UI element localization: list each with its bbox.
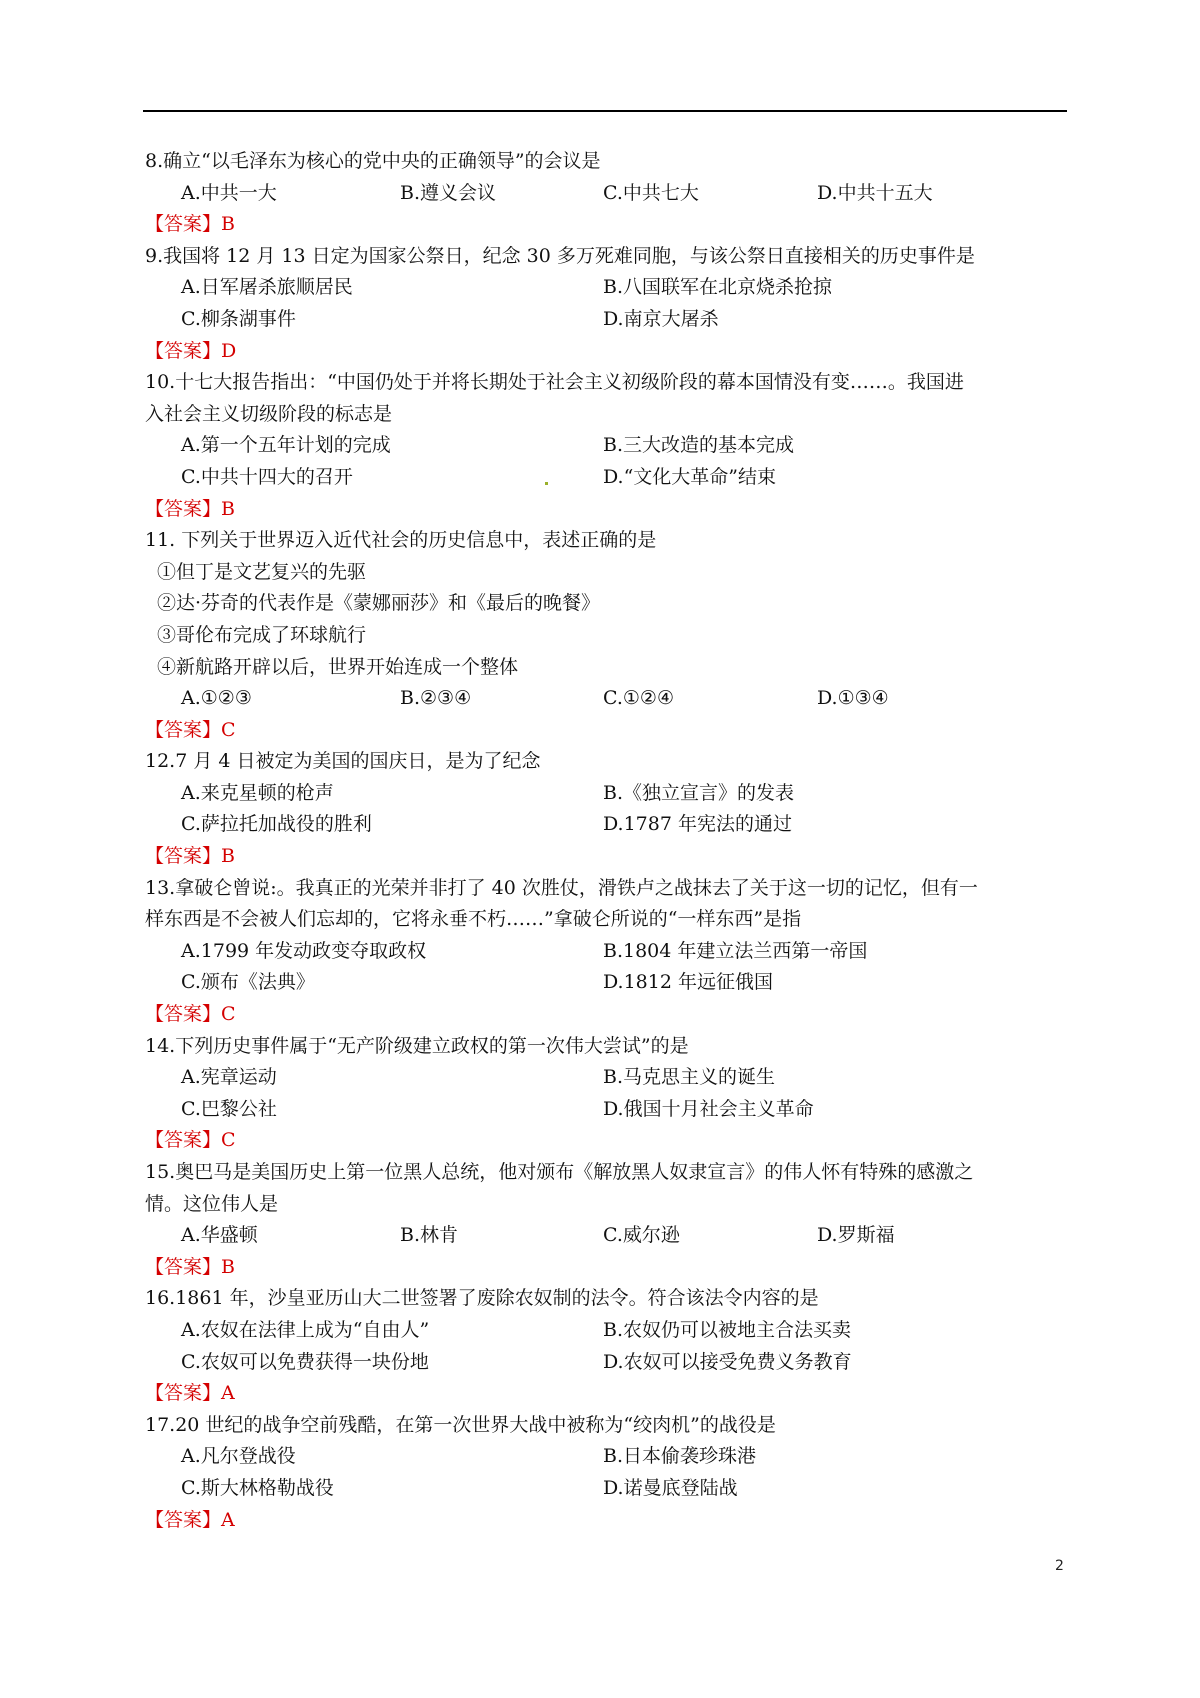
question-block [145,1283,1075,1409]
option-a: A.来克星顿的枪声 [181,781,334,804]
option-d: D.诺曼底登陆战 [603,1476,738,1499]
options-row [145,304,1075,336]
option-d: D.罗斯福 [817,1224,895,1247]
option-d: D.农奴可以接受免费义务教育 [603,1350,852,1373]
options-row [145,936,1075,968]
options-row [145,1094,1075,1126]
option-c: C.①②④ [603,687,674,710]
options-row [145,1220,1075,1252]
answer-line [145,715,1075,747]
answer-line [145,1378,1075,1410]
answer-value: B [221,497,235,520]
answer-label: 【答案】 [145,213,222,236]
option-a: A.①②③ [181,687,252,710]
answer-value: D [221,339,237,362]
answer-value: B [221,845,235,868]
question-stem: 14.下列历史事件属于“无产阶级建立政权的第一次伟大尝试”的是 [145,1034,689,1057]
page-number: 2 [1055,1558,1064,1574]
option-a: A.第一个五年计划的完成 [181,434,391,457]
answer-line [145,1505,1075,1537]
option-a: A.中共一大 [181,181,277,204]
answer-value: C [221,718,236,741]
question-stem: 10.十七大报告指出：“中国仍处于并将长期处于社会主义初级阶段的幕本国情没有变……。我国进 [145,371,964,394]
option-d: D.①③④ [817,687,889,710]
answer-line [145,999,1075,1031]
option-a: A.华盛顿 [181,1224,258,1247]
question-stem: 13.拿破仑曾说:。我真正的光荣并非打了 40 次胜仗，滑铁卢之战抹去了关于这一切的记忆，但有一 [145,876,978,899]
option-b: B.林肯 [400,1224,459,1247]
question-stem: 8.确立“以毛泽东为核心的党中央的正确领导”的会议是 [145,150,601,172]
option-b: B.马克思主义的诞生 [603,1066,776,1089]
option-c: C.颁布《法典》 [181,971,315,994]
answer-line [145,1125,1075,1157]
answer-line [145,494,1075,526]
option-c: C.中共十四大的召开 [181,465,353,488]
question-block [145,873,1075,1031]
option-b: B.日本偷袭珍珠港 [603,1445,757,1468]
option-b: B.《独立宣言》的发表 [603,781,795,804]
statement-item: ④新航路开辟以后，世界开始连成一个整体 [157,655,519,678]
question-block [145,367,1075,525]
answer-value: B [221,1255,235,1278]
options-row [145,1315,1075,1347]
answer-value: A [221,1508,235,1531]
answer-value: B [221,213,235,236]
answer-value: A [221,1382,235,1405]
option-c: C.巴黎公社 [181,1097,277,1120]
answer-line [145,841,1075,873]
answer-line [145,209,1075,241]
option-d: D.南京大屠杀 [603,307,719,330]
question-list [145,146,1075,1536]
answer-label: 【答案】 [145,497,222,520]
question-stem: 15.奥巴马是美国历史上第一位黑人总统，他对颁布《解放黑人奴隶宣言》的伟人怀有特殊的感激之 [145,1161,974,1183]
option-b: B.三大改造的基本完成 [603,434,795,457]
question-block [145,241,1075,367]
option-c: C.斯大林格勒战役 [181,1476,334,1499]
answer-value: C [221,1129,236,1152]
stray-mark [545,482,548,485]
options-row [145,683,1075,715]
options-row [145,430,1075,462]
options-row [145,1441,1075,1473]
options-row [145,809,1075,841]
question-stem: 12.7 月 4 日被定为美国的国庆日，是为了纪念 [145,750,541,773]
question-stem: 11. 下列关于世界迈入近代社会的历史信息中，表述正确的是 [145,529,657,552]
options-row [145,1347,1075,1379]
question-stem: 17.20 世纪的战争空前残酷，在第一次世界大战中被称为“绞肉机”的战役是 [145,1413,776,1436]
answer-label: 【答案】 [145,718,222,741]
answer-label: 【答案】 [145,1508,222,1531]
answer-value: C [221,1003,236,1026]
option-b: B.遵义会议 [400,181,497,204]
question-stem: 16.1861 年，沙皇亚历山大二世签署了废除农奴制的法令。符合该法令内容的是 [145,1287,819,1310]
options-row [145,778,1075,810]
option-a: A.宪章运动 [181,1066,277,1089]
options-row [145,1062,1075,1094]
question-block [145,1410,1075,1536]
answer-label: 【答案】 [145,1003,222,1026]
question-block [145,1031,1075,1157]
header-rule [143,110,1067,112]
option-d: D.1812 年远征俄国 [603,971,773,994]
answer-label: 【答案】 [145,845,222,868]
statement-item: ①但丁是文艺复兴的先驱 [157,560,367,583]
option-d: D.俄国十月社会主义革命 [603,1097,814,1120]
option-c: C.中共七大 [603,181,699,204]
options-row [145,1473,1075,1505]
answer-line [145,336,1075,368]
options-row [145,967,1075,999]
options-row [145,178,1075,210]
option-a: A.凡尔登战役 [181,1445,296,1468]
option-a: A.农奴在法律上成为“自由人” [181,1318,430,1341]
option-c: C.柳条湖事件 [181,307,296,330]
option-b: B.农奴仍可以被地主合法买卖 [603,1318,852,1341]
option-a: A.日军屠杀旅顺居民 [181,276,353,299]
option-d: D.中共十五大 [817,181,933,204]
question-block [145,525,1075,746]
question-stem: 样东西是不会被人们忘却的，它将永垂不朽……”拿破仑所说的“一样东西”是指 [145,908,802,931]
option-a: A.1799 年发动政变夺取政权 [181,939,427,962]
option-d: D.“文化大革命”结束 [603,465,777,488]
answer-label: 【答案】 [145,339,222,362]
answer-label: 【答案】 [145,1255,222,1278]
question-stem: 情。这位伟人是 [145,1192,279,1215]
option-c: C.威尔逊 [603,1224,680,1247]
option-b: B.1804 年建立法兰西第一帝国 [603,939,868,962]
statement-item: ③哥伦布完成了环球航行 [157,623,367,646]
option-c: C.农奴可以免费获得一块份地 [181,1350,429,1373]
answer-line [145,1252,1075,1284]
question-stem: 9.我国将 12 月 13 日定为国家公祭日，纪念 30 多万死难同胞，与该公祭日直接相关的历史事件是 [145,244,975,267]
options-row [145,462,1075,494]
question-block [145,1157,1075,1283]
question-stem: 入社会主义切级阶段的标志是 [145,402,393,425]
question-block [145,746,1075,872]
statement-item: ②达·芬奇的代表作是《蒙娜丽莎》和《最后的晚餐》 [157,592,601,615]
option-b: B.②③④ [400,687,472,710]
option-c: C.萨拉托加战役的胜利 [181,813,372,836]
options-row [145,272,1075,304]
option-d: D.1787 年宪法的通过 [603,813,792,836]
question-block [145,146,1075,241]
answer-label: 【答案】 [145,1129,222,1152]
option-b: B.八国联军在北京烧杀抢掠 [603,276,833,299]
answer-label: 【答案】 [145,1382,222,1405]
